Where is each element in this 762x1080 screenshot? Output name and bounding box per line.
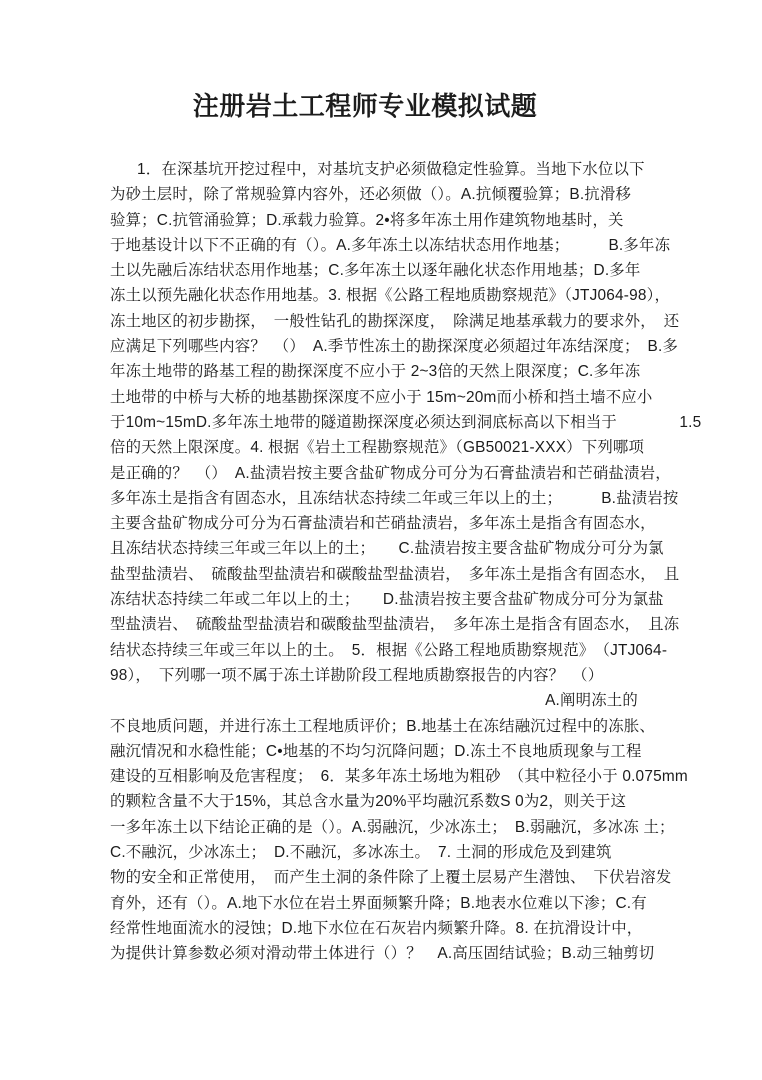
page-title: 注册岩土工程师专业模拟试题 [192,91,538,121]
text-line: C.不融沉，少冰冻土； D.不融沉，多冰冻土。 7. 土洞的形成危及到建筑 [110,844,612,862]
text-line: 于10m~15mD.多年冻土地带的隧道勘探深度必须达到洞底标高以下相当于 1.5 [110,413,702,431]
text-line: 98）， 下列哪一项不属于冻土详勘阶段工程地质勘察报告的内容？ （） [110,666,604,684]
text-line: 倍的天然上限深度。4. 根据《岩土工程勘察规范》（GB50021-XXX）下列哪项 [110,439,645,457]
text-line: 型盐渍岩、 硫酸盐型盐渍岩和碳酸盐型盐渍岩， 多年冻土是指含有固态水， 且冻 [110,616,680,634]
text-line: 1．在深基坑开挖过程中，对基坑支护必须做稳定性验算。当地下水位以下 [137,161,645,178]
text-line: 不良地质问题，并进行冻土工程地质评价；B.地基土在冻结融沉过程中的冻胀、 [110,717,656,735]
text-line: 应满足下列哪些内容？ （） A.季节性冻土的勘探深度必须超过年冻结深度； B.多 [110,338,679,356]
text-line: 土地带的中桥与大桥的地基勘探深度不应小于 15m~20m而小桥和挡土墙不应小 [110,388,653,406]
text-line: 育外，还有（）。A.地下水位在岩土界面频繁升降；B.地表水位难以下渗；C.有 [110,894,647,912]
text-line: 物的安全和正常使用， 而产生土洞的条件除了上覆土层易产生潜蚀、 下伏岩溶发 [110,869,672,887]
text-line: 经常性地面流水的浸蚀；D.地下水位在石灰岩内频繁升降。8. 在抗滑设计中， [110,919,643,937]
text-line: 为提供计算参数必须对滑动带土体进行（）？ A.高压固结试验；B.动三轴剪切 [110,945,655,963]
text-line: 年冻土地带的路基工程的勘探深度不应小于 2~3倍的天然上限深度；C.多年冻 [110,363,641,381]
text-line: A.阐明冻土的 [545,692,638,710]
text-line: 冻结状态持续二年或二年以上的土； D.盐渍岩按主要含盐矿物成分可分为氯盐 [110,591,664,609]
text-line: 土以先融后冻结状态用作地基；C.多年冻土以逐年融化状态作用地基；D.多年 [110,262,641,280]
text-line: 盐型盐渍岩、 硫酸盐型盐渍岩和碳酸盐型盐渍岩， 多年冻土是指含有固态水， 且 [110,565,680,583]
text-line: 建设的互相影响及危害程度； 6．某多年冻土场地为粗砂 （其中粒径小于 0.075mm [110,768,688,786]
text-line: 一多年冻土以下结论正确的是（）。A.弱融沉，少冰冻土； B.弱融沉，多冰冻 土； [110,818,675,836]
text-line: 多年冻土是指含有固态水，且冻结状态持续二年或三年以上的土； B.盐渍岩按 [110,489,679,507]
text-line: 于地基设计以下不正确的有（）。A.多年冻土以冻结状态用作地基； B.多年冻 [110,236,671,254]
text-line: 且冻结状态持续三年或三年以上的土； C.盐渍岩按主要含盐矿物成分可分为氯 [110,540,664,558]
text-line: 融沉情况和水稳性能；C•地基的不均匀沉降问题；D.冻土不良地质现象与工程 [110,742,642,760]
text-line: 结状态持续三年或三年以上的土。 5．根据《公路工程地质勘察规范》 （JTJ064- [110,641,668,659]
text-line: 冻土以预先融化状态作用地基。3. 根据《公路工程地质勘察规范》（JTJ064-98）， [110,287,671,305]
text-line: 冻土地区的初步勘探， 一般性钻孔的勘探深度， 除满足地基承载力的要求外， 还 [110,312,680,330]
text-line: 的颗粒含量不大于15%，其总含水量为20%平均融沉系数S 0为2，则关于这 [110,793,627,811]
text-line: 主要含盐矿物成分可分为石膏盐渍岩和芒硝盐渍岩，多年冻土是指含有固态水， [110,515,656,533]
text-line: 验算；C.抗管涌验算；D.承载力验算。2•将多年冻土用作建筑物地基时，关 [110,211,624,229]
text-line: 是正确的？ （） A.盐渍岩按主要含盐矿物成分可分为石膏盐渍岩和芒硝盐渍岩， [110,464,671,482]
document-body [110,157,702,967]
text-line: 为砂土层时，除了常规验算内容外，还必须做（）。A.抗倾覆验算；B.抗滑移 [110,186,632,204]
